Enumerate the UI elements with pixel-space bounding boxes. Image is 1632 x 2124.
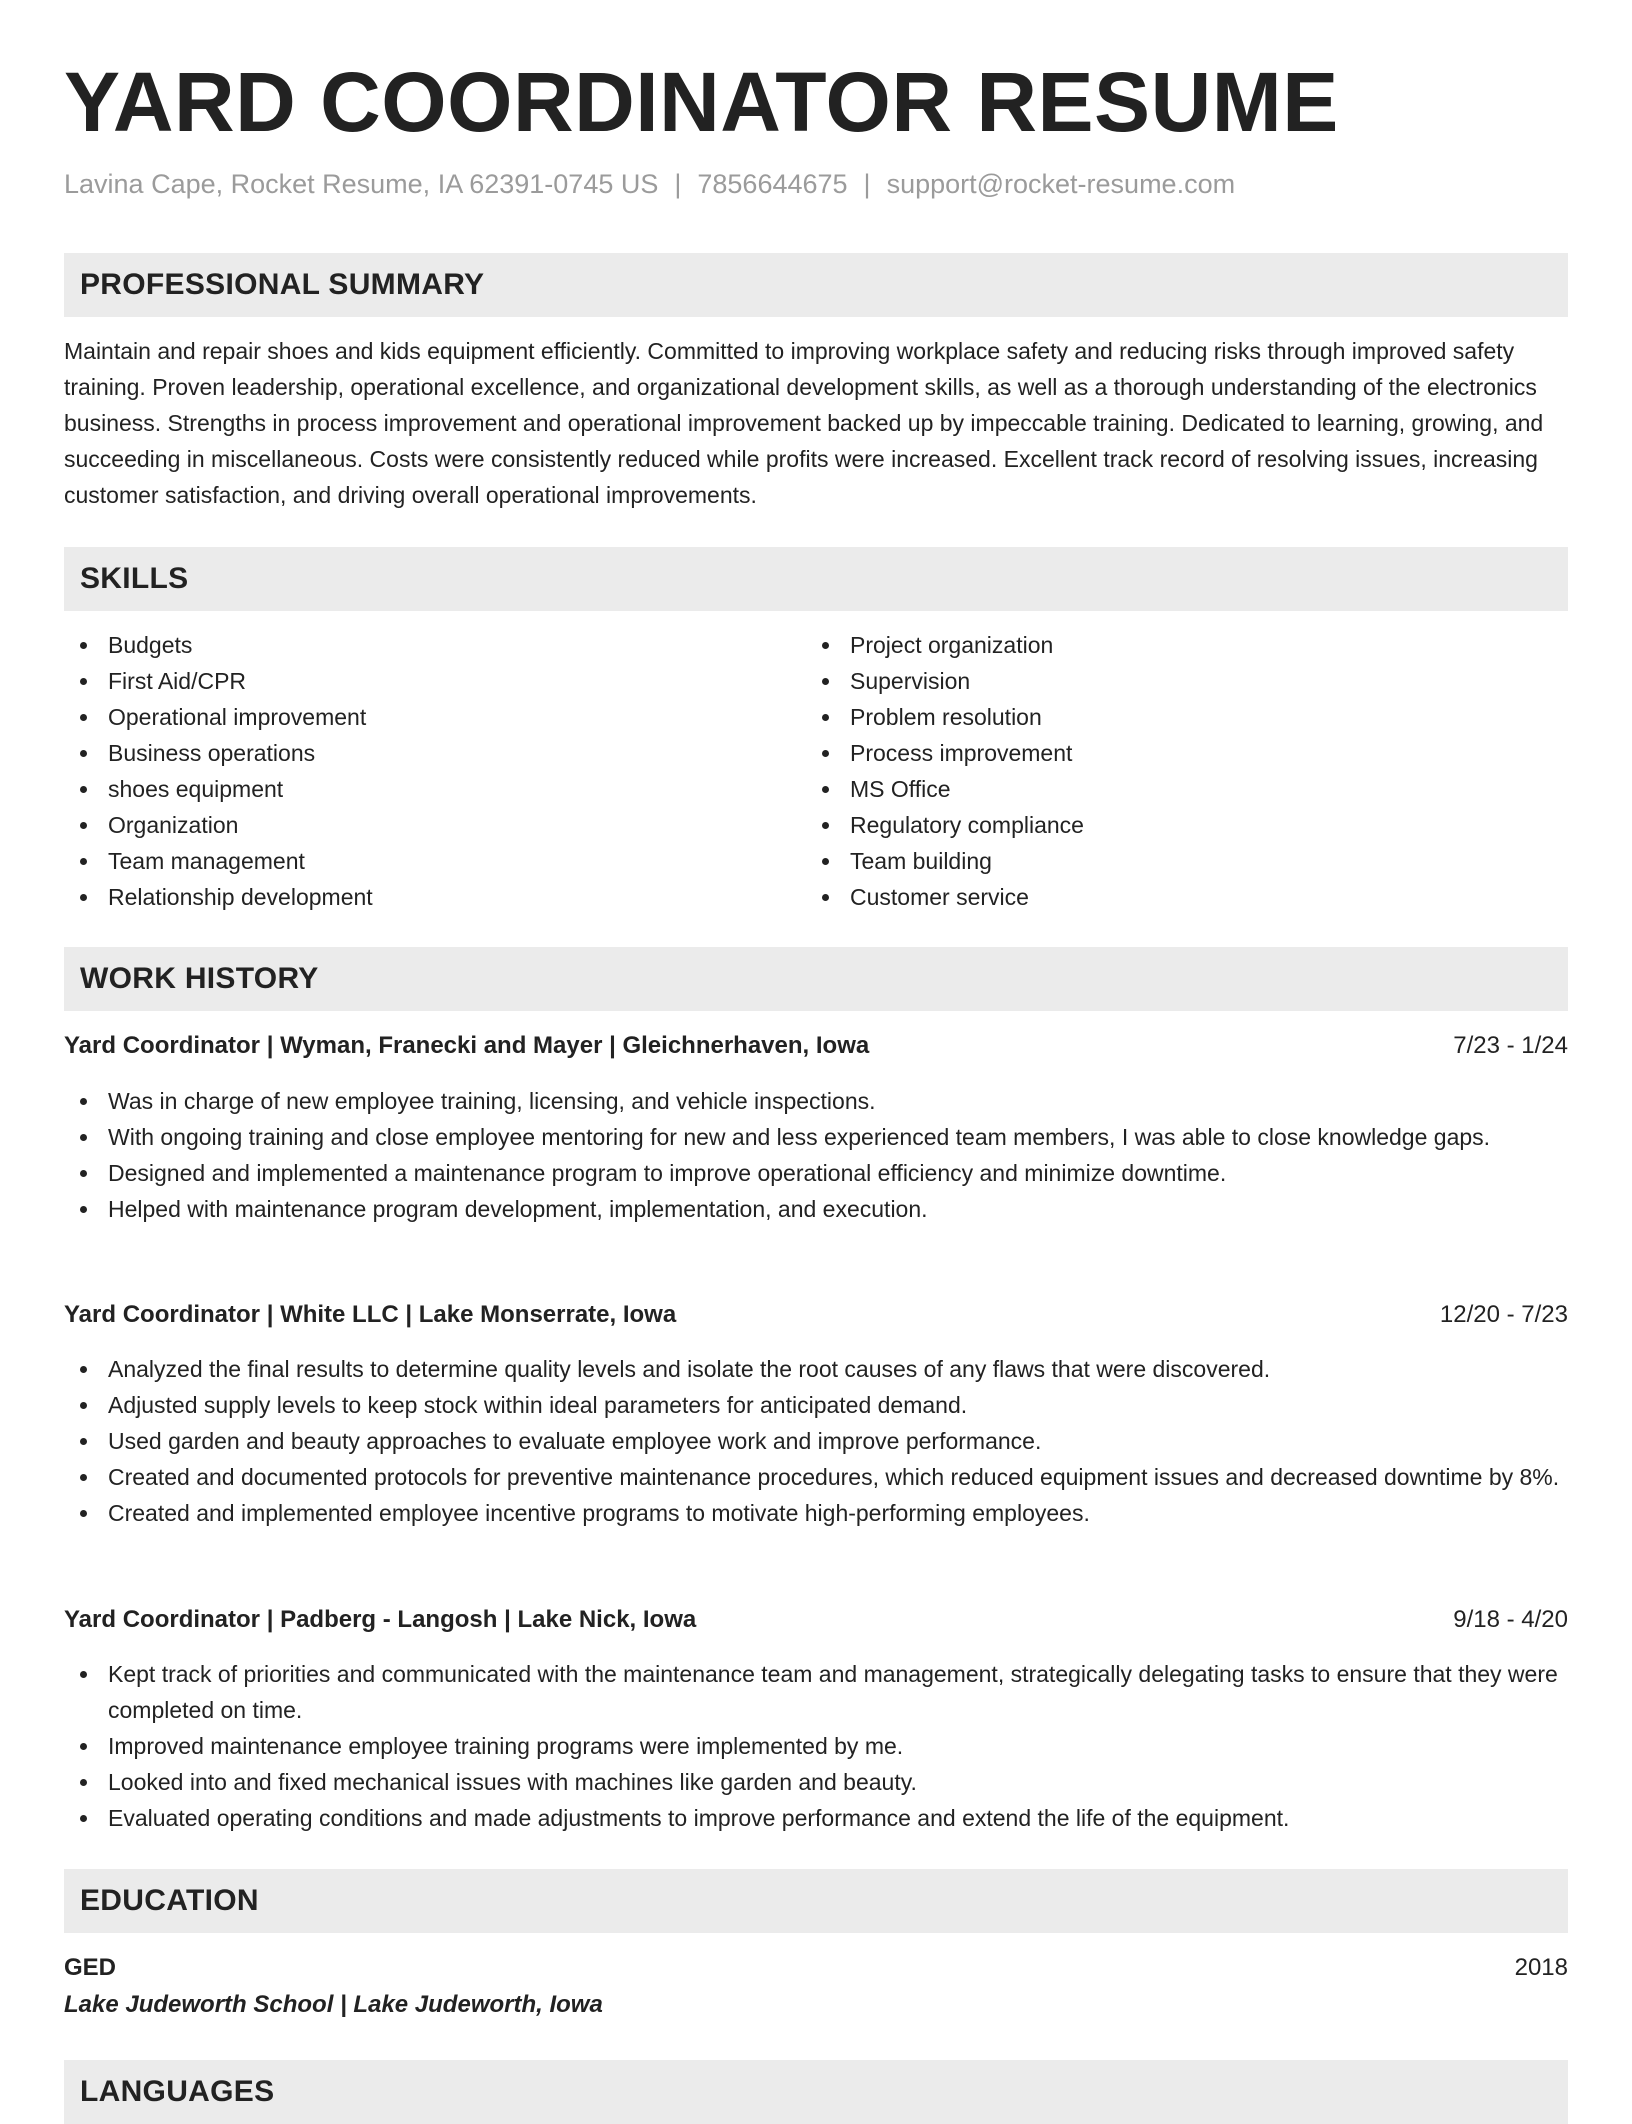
contact-separator: |	[674, 169, 682, 199]
education-year: 2018	[1514, 1954, 1568, 1981]
resume-title: YARD COORDINATOR RESUME	[64, 55, 1339, 149]
job-bullet: Created and implemented employee incentive programs to motivate high-performing employees.	[64, 1495, 1568, 1531]
skill-item: Team management	[64, 843, 806, 879]
job-bullets	[64, 1083, 1568, 1227]
summary-text: Maintain and repair shoes and kids equipment efficiently. Committed to improving workplace safety and reducing risks through improved safety training. Proven leadership, operational excellence, and organizational development skills, as well as a thorough understanding of the electronics business. Strengths in process improvement and operational improvement backed up by impeccable training. Dedicated to learning, growing, and succeeding in miscellaneous. Costs were consistently reduced while profits were increased. Excellent track record of resolving issues, increasing customer satisfaction, and driving overall operational improvements.	[64, 338, 1544, 508]
job-bullets	[64, 1351, 1568, 1531]
contact-phone: 7856644675	[697, 169, 848, 199]
job-heading	[64, 1297, 1568, 1333]
job-title: Yard Coordinator | Wyman, Franecki and Mayer | Gleichnerhaven, Iowa	[64, 1032, 870, 1059]
job-bullet: Designed and implemented a maintenance program to improve operational efficiency and minimize downtime.	[64, 1155, 1568, 1191]
education-school: Lake Judeworth School | Lake Judeworth, Iowa	[64, 1991, 603, 2018]
job-bullet: Looked into and fixed mechanical issues with machines like garden and beauty.	[64, 1764, 1568, 1800]
contact-email: support@rocket-resume.com	[886, 169, 1236, 199]
skill-item: Customer service	[806, 879, 1548, 915]
job-title: Yard Coordinator | Padberg - Langosh | Lake Nick, Iowa	[64, 1606, 697, 1633]
skill-item: shoes equipment	[64, 771, 806, 807]
contact-separator: |	[863, 169, 871, 199]
job-bullet: Was in charge of new employee training, licensing, and vehicle inspections.	[64, 1083, 1568, 1119]
job-bullet: Improved maintenance employee training programs were implemented by me.	[64, 1728, 1568, 1764]
section-header-languages: LANGUAGES	[64, 2060, 1568, 2124]
skills-list	[64, 627, 1568, 915]
job-dates: 9/18 - 4/20	[1453, 1606, 1568, 1633]
job-bullet: Used garden and beauty approaches to evaluate employee work and improve performance.	[64, 1423, 1568, 1459]
job-heading	[64, 1602, 1568, 1638]
skill-item: First Aid/CPR	[64, 663, 806, 699]
section-header-summary: PROFESSIONAL SUMMARY	[64, 253, 1568, 317]
skill-item: Budgets	[64, 627, 806, 663]
skill-item: Regulatory compliance	[806, 807, 1548, 843]
job-bullet: Analyzed the final results to determine quality levels and isolate the root causes of any flaws that were discovered.	[64, 1351, 1568, 1387]
job-bullet: Adjusted supply levels to keep stock within ideal parameters for anticipated demand.	[64, 1387, 1568, 1423]
skill-item: Organization	[64, 807, 806, 843]
job-title: Yard Coordinator | White LLC | Lake Monserrate, Iowa	[64, 1301, 677, 1328]
education-degree: GED	[64, 1954, 117, 1981]
skill-item: Problem resolution	[806, 699, 1548, 735]
skills-column-right	[806, 627, 1548, 915]
job-heading	[64, 1028, 1568, 1064]
job-bullets	[64, 1656, 1568, 1836]
skill-item: Team building	[806, 843, 1548, 879]
contact-line	[64, 166, 1235, 202]
job-dates: 12/20 - 7/23	[1439, 1301, 1568, 1328]
skill-item: Supervision	[806, 663, 1548, 699]
skill-item: MS Office	[806, 771, 1548, 807]
section-header-work-history: WORK HISTORY	[64, 947, 1568, 1011]
job-bullet: Evaluated operating conditions and made adjustments to improve performance and extend the life of the equipment.	[64, 1800, 1568, 1836]
skill-item: Business operations	[64, 735, 806, 771]
skill-item: Relationship development	[64, 879, 806, 915]
education-heading	[64, 1950, 1568, 1986]
section-header-skills: SKILLS	[64, 547, 1568, 611]
job-dates: 7/23 - 1/24	[1453, 1032, 1568, 1059]
job-bullet: Created and documented protocols for preventive maintenance procedures, which reduced equipment issues and decreased downtime by 8%.	[64, 1459, 1568, 1495]
job-bullet: With ongoing training and close employee mentoring for new and less experienced team members, I was able to close knowledge gaps.	[64, 1119, 1568, 1155]
job-bullet: Helped with maintenance program development, implementation, and execution.	[64, 1191, 1568, 1227]
skill-item: Operational improvement	[64, 699, 806, 735]
skill-item: Process improvement	[806, 735, 1548, 771]
job-bullet: Kept track of priorities and communicated with the maintenance team and management, strategically delegating tasks to ensure that they were completed on time.	[64, 1656, 1568, 1728]
section-header-education: EDUCATION	[64, 1869, 1568, 1933]
skill-item: Project organization	[806, 627, 1548, 663]
skills-column-left	[64, 627, 806, 915]
contact-address: Lavina Cape, Rocket Resume, IA 62391-0745 US	[64, 169, 659, 199]
